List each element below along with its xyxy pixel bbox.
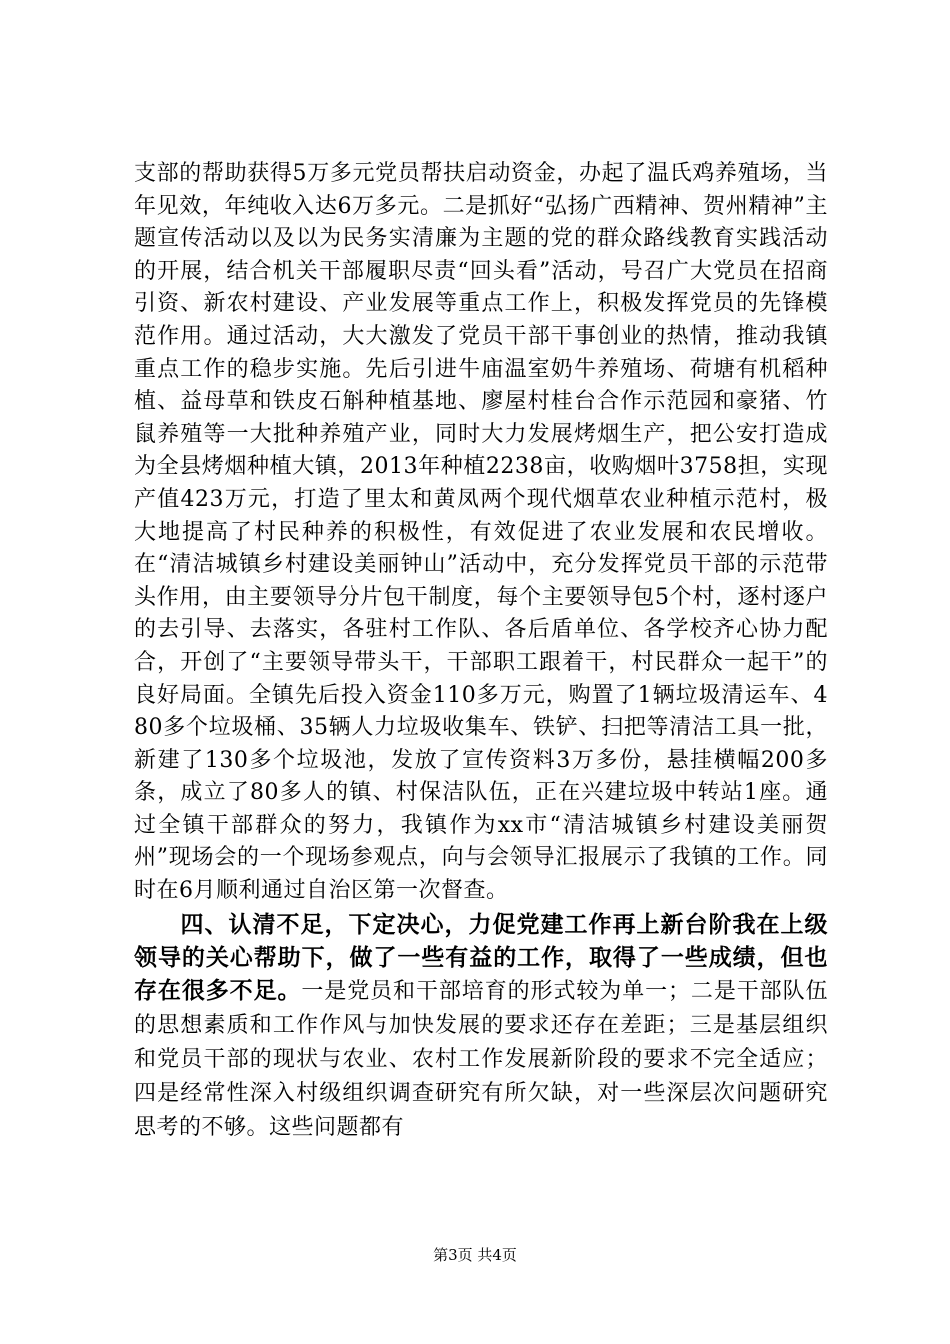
section-body-text: 一是党员和干部培育的形式较为单一；二是干部队伍的思想素质和工作作风与加快发展的要求还存在差距；三是基层组织和党员干部的现状与农业、农村工作发展新阶段的要求不完全适应；四是经常性深入村级组织调查研究有所欠缺，对一些深层次问题研究思考的不够。这些问题都有 [134, 978, 828, 1140]
section-heading-text: 四、认清不足，下定决心，力促党建工作再上新台阶我在上级领导的关心帮助下，做了一些有益的工作，取得了一些成绩，但也存在很多不足。 [134, 910, 828, 1004]
document-body [134, 158, 828, 1144]
page-number-footer: 第3页 共4页 [433, 1246, 517, 1264]
body-paragraph: 支部的帮助获得5万多元党员帮扶启动资金，办起了温氏鸡养殖场，当年见效，年纯收入达6万多元。二是抓好“弘扬广西精神、贺州精神”主题宣传活动以及以为民务实清廉为主题的党的群众路线教育实践活动的开展，结合机关干部履职尽责“回头看”活动，号召广大党员在招商引资、新农村建设、产业发展等重点工作上，积极发挥党员的先锋模范作用。通过活动，大大激发了党员干部干事创业的热情，推动我镇重点工作的稳步实施。先后引进牛庙温室奶牛养殖场、荷塘有机稻种植、益母草和铁皮石斛种植基地、廖屋村桂台合作示范园和豪猪、竹鼠养殖等一大批种养殖产业，同时大力发展烤烟生产，把公安打造成为全县烤烟种植大镇，2013年种植2238亩，收购烟叶3758担，实现产值423万元，打造了里太和黄凤两个现代烟草农业种植示范村，极大地提高了村民种养的积极性，有效促进了农业发展和农民增收。在“清洁城镇乡村建设美丽钟山”活动中，充分发挥党员干部的示范带头作用，由主要领导分片包干制度，每个主要领导包5个村，逐村逐户的去引导、去落实，各驻村工作队、各后盾单位、各学校齐心协力配合，开创了“主要领导带头干，干部职工跟着干，村民群众一起干”的良好局面。全镇先后投入资金110多万元，购置了1辆垃圾清运车、480多个垃圾桶、35辆人力垃圾收集车、铁铲、扫把等清洁工具一批，新建了130多个垃圾池，发放了宣传资料3万多份，悬挂横幅200多条，成立了80多人的镇、村保洁队伍，正在兴建垃圾中转站1座。通过全镇干部群众的努力，我镇作为xx市“清洁城镇乡村建设美丽贺州”现场会的一个现场参观点，向与会领导汇报展示了我镇的工作。同时在6月顺利通过自治区第一次督查。 [134, 161, 828, 904]
section-paragraph [134, 908, 828, 1144]
